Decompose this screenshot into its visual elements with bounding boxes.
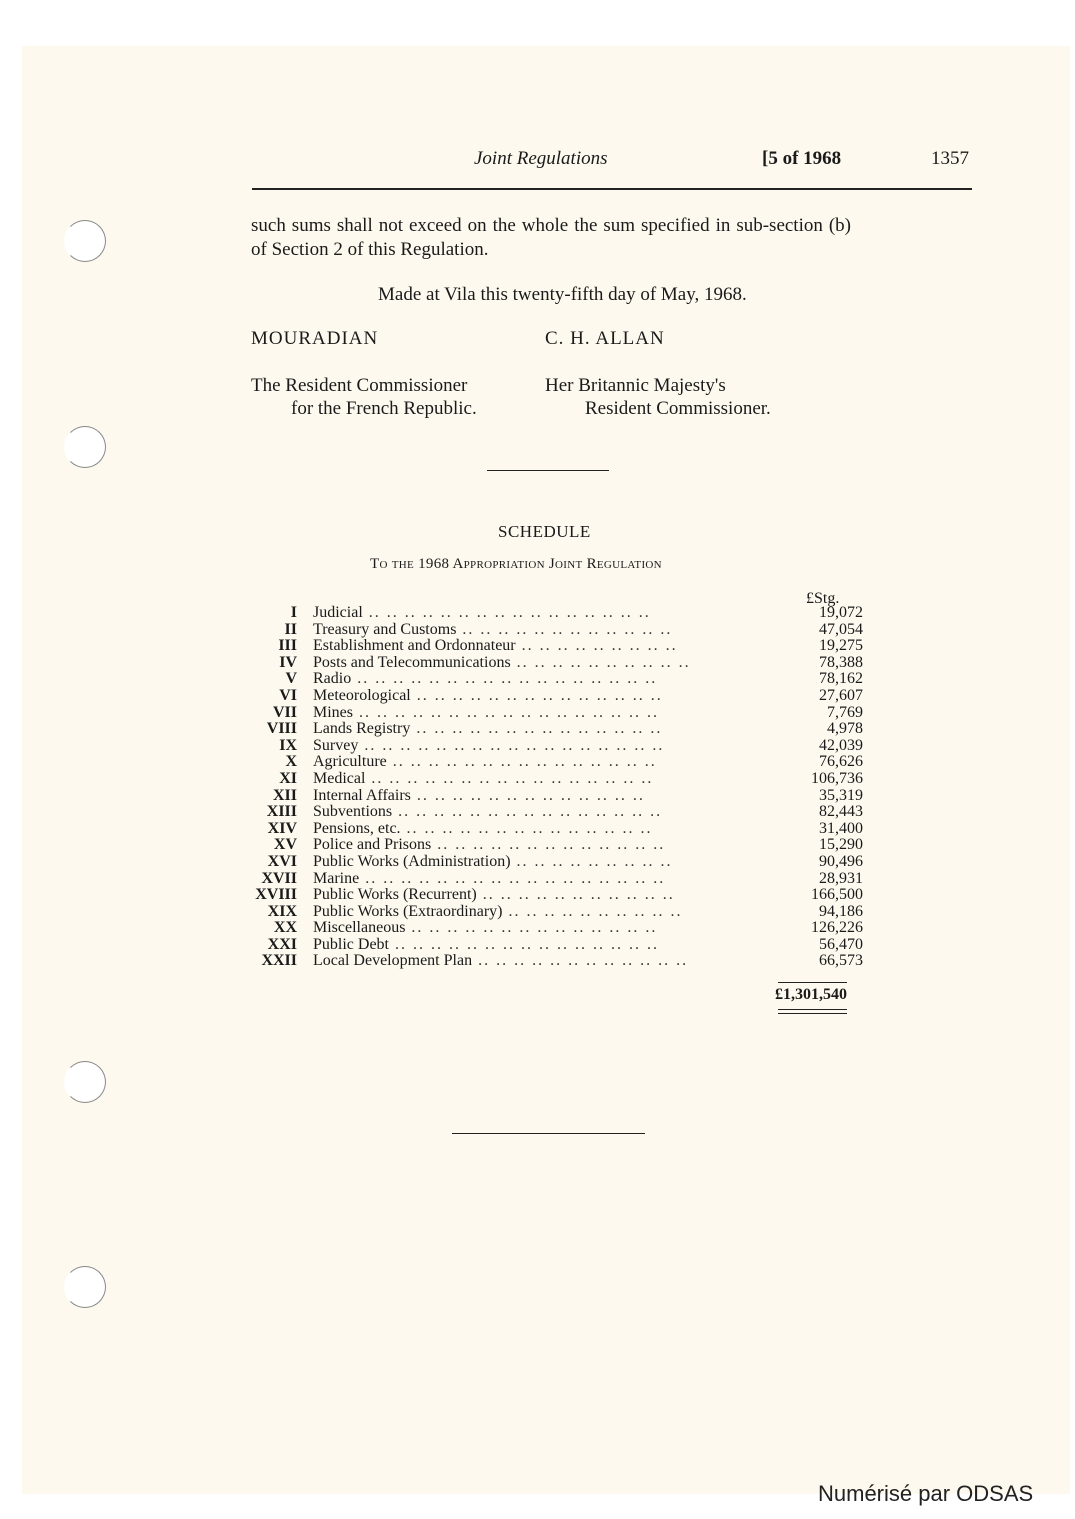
row-number: XVIII (255, 886, 297, 904)
role-line: Resident Commissioner. (585, 398, 771, 419)
row-amount: 166,500 (811, 886, 863, 904)
header-rule (252, 188, 972, 190)
row-label: Pensions, etc. (313, 820, 401, 837)
row-amount: 28,931 (819, 869, 863, 887)
row-number: XVII (261, 869, 297, 887)
row-amount: 19,072 (819, 604, 863, 621)
row-label-cell (313, 804, 793, 821)
punch-hole (64, 426, 106, 468)
leader-dots: .. .. .. .. .. .. .. .. .. .. .. .. .. .. (410, 687, 663, 704)
running-header-reference: [5 of 1968 (762, 148, 842, 169)
row-amount: 31,400 (819, 819, 863, 837)
role-line: Her Britannic Majesty's (545, 375, 726, 396)
row-number: IV (279, 653, 297, 671)
leader-dots: .. .. .. .. .. .. .. .. .. .. .. (476, 887, 675, 904)
row-amount: 106,736 (811, 769, 863, 787)
signatory-left-name: MOURADIAN (251, 328, 379, 349)
row-number: XX (273, 919, 297, 937)
table-row (250, 854, 863, 871)
row-number: XXI (267, 935, 297, 953)
row-number: IX (279, 736, 297, 754)
leader-dots: .. .. .. .. .. .. .. .. .. .. .. .. .. .. .. .. .. (358, 737, 665, 754)
row-label-cell (313, 788, 793, 805)
row-label: Lands Registry (313, 721, 411, 738)
row-number: XVI (267, 852, 297, 870)
row-label: Judicial (313, 605, 363, 621)
schedule-subtitle: To the 1968 Appropriation Joint Regulation (370, 556, 662, 572)
body-paragraph: such sums shall not exceed on the whole the sum specified in sub-section (b) of Section 2 of this Regulation. (251, 215, 851, 260)
row-label-cell (313, 754, 793, 771)
row-number: V (285, 670, 297, 688)
table-row (250, 622, 863, 639)
table-row (250, 671, 863, 688)
leader-dots: .. .. .. .. .. .. .. .. .. .. .. .. .. .. .. .. .. (359, 870, 666, 887)
role-line: for the French Republic. (291, 398, 477, 419)
leader-dots: .. .. .. .. .. .. .. .. .. .. .. .. .. .. .. .. (365, 770, 654, 787)
table-row (250, 920, 863, 937)
table-row (250, 705, 863, 722)
signatory-left-role (251, 374, 477, 420)
row-label: Establishment and Ordonnateur (313, 638, 516, 655)
row-label: Public Works (Extraordinary) (313, 903, 503, 920)
row-label: Miscellaneous (313, 920, 406, 937)
row-label-cell (313, 937, 793, 954)
leader-dots: .. .. .. .. .. .. .. .. .. .. .. .. .. .. .. .. .. (351, 671, 658, 688)
row-label-cell (313, 821, 793, 838)
row-label-cell (313, 738, 793, 755)
row-label: Marine (313, 870, 360, 887)
row-amount: 76,626 (819, 753, 863, 771)
row-number: XV (273, 836, 297, 854)
leader-dots: .. .. .. .. .. .. .. .. .. .. .. .. .. .. .. (389, 936, 659, 953)
page-number: 1357 (931, 148, 969, 169)
row-label-cell (313, 671, 793, 688)
row-label-cell (313, 887, 793, 904)
leader-dots: .. .. .. .. .. .. .. .. .. .. .. .. .. .. .. .. .. (353, 704, 659, 721)
row-label: Survey (313, 737, 359, 754)
row-label-cell (313, 605, 793, 622)
row-amount: 19,275 (819, 637, 863, 655)
table-row (250, 804, 863, 821)
row-label: Public Works (Recurrent) (313, 887, 477, 904)
table-row (250, 904, 863, 921)
row-amount: 126,226 (811, 919, 863, 937)
leader-dots: .. .. .. .. .. .. .. .. .. .. .. .. .. .. .. (392, 804, 663, 821)
row-amount: 15,290 (819, 836, 863, 854)
leader-dots: .. .. .. .. .. .. .. .. .. .. .. .. (456, 621, 673, 638)
leader-dots: .. .. .. .. .. .. .. .. .. .. .. .. .. .. .. (386, 754, 657, 771)
row-amount: 7,769 (827, 703, 863, 721)
row-label-cell (313, 920, 793, 937)
made-at-line: Made at Vila this twenty-fifth day of May, 1968. (378, 284, 747, 305)
row-label-cell (313, 854, 793, 871)
schedule-title: SCHEDULE (498, 522, 591, 541)
row-label-cell (313, 655, 793, 672)
row-label: Posts and Telecommunications (313, 654, 511, 671)
leader-dots: .. .. .. .. .. .. .. .. .. .. .. .. .. .. (400, 820, 653, 837)
row-label-cell (313, 904, 793, 921)
row-number: XXII (261, 952, 297, 970)
table-row (250, 788, 863, 805)
table-row (250, 887, 863, 904)
section-divider (487, 470, 609, 471)
table-row (250, 655, 863, 672)
leader-dots: .. .. .. .. .. .. .. .. .. .. (502, 903, 683, 920)
signatory-right-role (545, 374, 771, 420)
row-label: Internal Affairs (313, 787, 411, 804)
row-amount: 56,470 (819, 935, 863, 953)
row-label: Public Works (Administration) (313, 853, 511, 870)
row-number: VI (279, 686, 297, 704)
row-amount: 42,039 (819, 736, 863, 754)
row-label: Public Debt (313, 936, 389, 953)
row-amount: 90,496 (819, 852, 863, 870)
schedule-table (250, 605, 863, 970)
row-label-cell (313, 771, 793, 788)
total-rule (778, 982, 847, 983)
table-row (250, 837, 863, 854)
table-row (250, 871, 863, 888)
row-label-cell (313, 837, 793, 854)
table-row (250, 953, 863, 970)
row-number: VIII (266, 720, 297, 738)
row-amount: 78,388 (819, 653, 863, 671)
row-label-cell (313, 705, 793, 722)
table-row (250, 771, 863, 788)
row-amount: 66,573 (819, 952, 863, 970)
row-number: X (285, 753, 297, 771)
punch-hole (64, 1061, 106, 1103)
row-label-cell (313, 638, 793, 655)
row-number: III (278, 637, 297, 655)
signatory-right-name: C. H. ALLAN (545, 328, 665, 349)
table-row (250, 821, 863, 838)
leader-dots: .. .. .. .. .. .. .. .. .. .. .. .. .. .. (410, 721, 663, 738)
table-row (250, 638, 863, 655)
table-row (250, 754, 863, 771)
leader-dots: .. .. .. .. .. .. .. .. .. .. .. .. .. (410, 787, 645, 804)
leader-dots: .. .. .. .. .. .. .. .. .. .. .. .. .. .. .. .. (362, 605, 651, 621)
row-label: Police and Prisons (313, 837, 432, 854)
row-label: Medical (313, 770, 366, 787)
punch-hole (64, 220, 106, 262)
table-row (250, 721, 863, 738)
row-label: Subventions (313, 804, 393, 821)
row-label: Agriculture (313, 754, 387, 771)
row-number: VII (272, 703, 297, 721)
row-label-cell (313, 688, 793, 705)
double-underline (778, 1013, 847, 1014)
table-row (250, 688, 863, 705)
schedule-total: £1,301,540 (775, 986, 847, 1003)
digitization-credit: Numérisé par ODSAS (818, 1481, 1034, 1506)
row-amount: 94,186 (819, 902, 863, 920)
double-underline (778, 1009, 847, 1010)
punch-hole (64, 1266, 106, 1308)
row-label-cell (313, 622, 793, 639)
table-row (250, 937, 863, 954)
leader-dots: .. .. .. .. .. .. .. .. .. (515, 638, 678, 655)
currency-unit: £Stg. (806, 590, 840, 607)
row-amount: 4,978 (827, 720, 863, 738)
row-number: I (290, 604, 297, 621)
running-header-title: Joint Regulations (474, 148, 608, 169)
role-line: The Resident Commissioner (251, 375, 468, 396)
row-label: Mines (313, 704, 353, 721)
row-amount: 78,162 (819, 670, 863, 688)
leader-dots: .. .. .. .. .. .. .. .. .. .. (510, 654, 691, 671)
end-rule (452, 1133, 645, 1134)
row-number: XII (272, 786, 297, 804)
row-number: XI (279, 769, 297, 787)
row-number: II (284, 620, 297, 638)
row-amount: 82,443 (819, 803, 863, 821)
leader-dots: .. .. .. .. .. .. .. .. .. .. .. .. .. .. (405, 920, 658, 937)
row-label-cell (313, 871, 793, 888)
row-label-cell (313, 721, 793, 738)
row-number: XIII (266, 803, 297, 821)
row-label: Meteorological (313, 687, 411, 704)
row-label: Local Development Plan (313, 953, 473, 970)
row-amount: 47,054 (819, 620, 863, 638)
leader-dots: .. .. .. .. .. .. .. .. .. (510, 853, 673, 870)
row-label: Radio (313, 671, 352, 688)
table-row (250, 738, 863, 755)
row-label: Treasury and Customs (313, 621, 457, 638)
table-row (250, 605, 863, 622)
row-number: XIX (267, 902, 297, 920)
row-number: XIV (267, 819, 297, 837)
row-amount: 35,319 (819, 786, 863, 804)
leader-dots: .. .. .. .. .. .. .. .. .. .. .. .. .. (431, 837, 666, 854)
row-amount: 27,607 (819, 686, 863, 704)
row-label-cell (313, 953, 793, 970)
leader-dots: .. .. .. .. .. .. .. .. .. .. .. .. (472, 953, 689, 970)
